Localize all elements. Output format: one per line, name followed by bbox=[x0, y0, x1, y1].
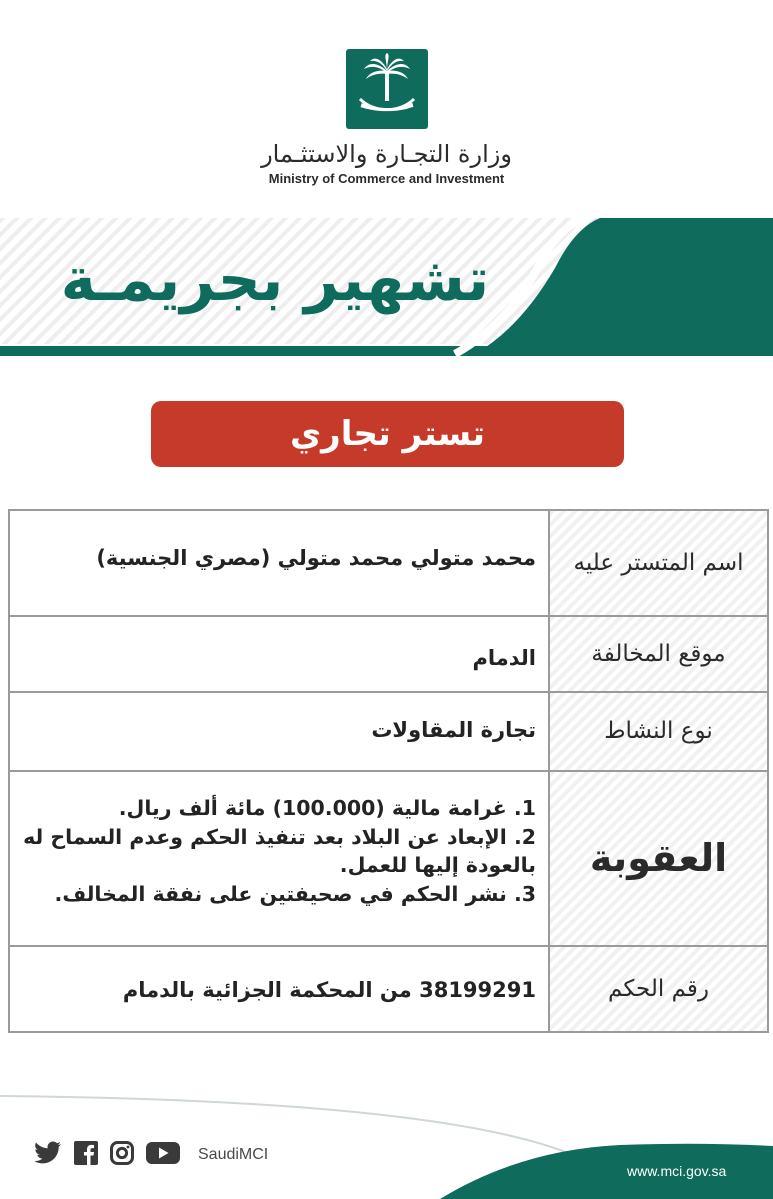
row-value: محمد متولي محمد متولي (مصري الجنسية) bbox=[96, 546, 536, 570]
row-label: نوع النشاط bbox=[548, 693, 767, 770]
twitter-icon[interactable] bbox=[34, 1141, 62, 1169]
row-label: موقع المخالفة bbox=[548, 617, 767, 691]
ministry-logo bbox=[346, 49, 428, 129]
row-label: رقم الحكم bbox=[548, 947, 767, 1031]
list-item: 2. الإبعاد عن البلاد بعد تنفيذ الحكم وعدم السماح له بالعودة إليها للعمل. bbox=[23, 824, 536, 878]
ministry-name-english: Ministry of Commerce and Investment bbox=[268, 171, 505, 186]
penalty-list bbox=[20, 794, 536, 909]
row-value: الدمام bbox=[472, 646, 536, 670]
social-links bbox=[34, 1140, 192, 1170]
penalty-details-table bbox=[8, 509, 769, 1033]
row-value: 38199291 من المحكمة الجزائية بالدمام bbox=[122, 978, 536, 1002]
table-row bbox=[10, 947, 767, 1031]
ministry-name-arabic: وزارة التجـارة والاستثـمار bbox=[261, 140, 512, 168]
crime-type-label: تستر تجاري bbox=[151, 401, 624, 467]
row-value: تجارة المقاولات bbox=[371, 718, 536, 742]
social-handle: SaudiMCI bbox=[198, 1146, 269, 1163]
table-row bbox=[10, 772, 767, 947]
instagram-icon[interactable] bbox=[110, 1141, 134, 1169]
palm-swords-emblem-icon bbox=[346, 49, 428, 129]
banner-title: تشهير بجريمـة bbox=[60, 245, 490, 315]
list-item: 3. نشر الحكم في صحيفتين على نفقة المخالف. bbox=[54, 882, 536, 907]
table-row bbox=[10, 693, 767, 772]
table-row bbox=[10, 617, 767, 693]
table-row bbox=[10, 511, 767, 617]
row-label: اسم المتستر عليه bbox=[548, 511, 767, 615]
row-label: العقوبة bbox=[548, 772, 767, 945]
website-link[interactable]: www.mci.gov.sa bbox=[627, 1163, 727, 1179]
youtube-icon[interactable] bbox=[146, 1141, 180, 1169]
list-item: 1. غرامة مالية (100.000) مائة ألف ريال. bbox=[118, 796, 536, 820]
row-value bbox=[10, 772, 548, 945]
facebook-icon[interactable] bbox=[74, 1141, 98, 1169]
